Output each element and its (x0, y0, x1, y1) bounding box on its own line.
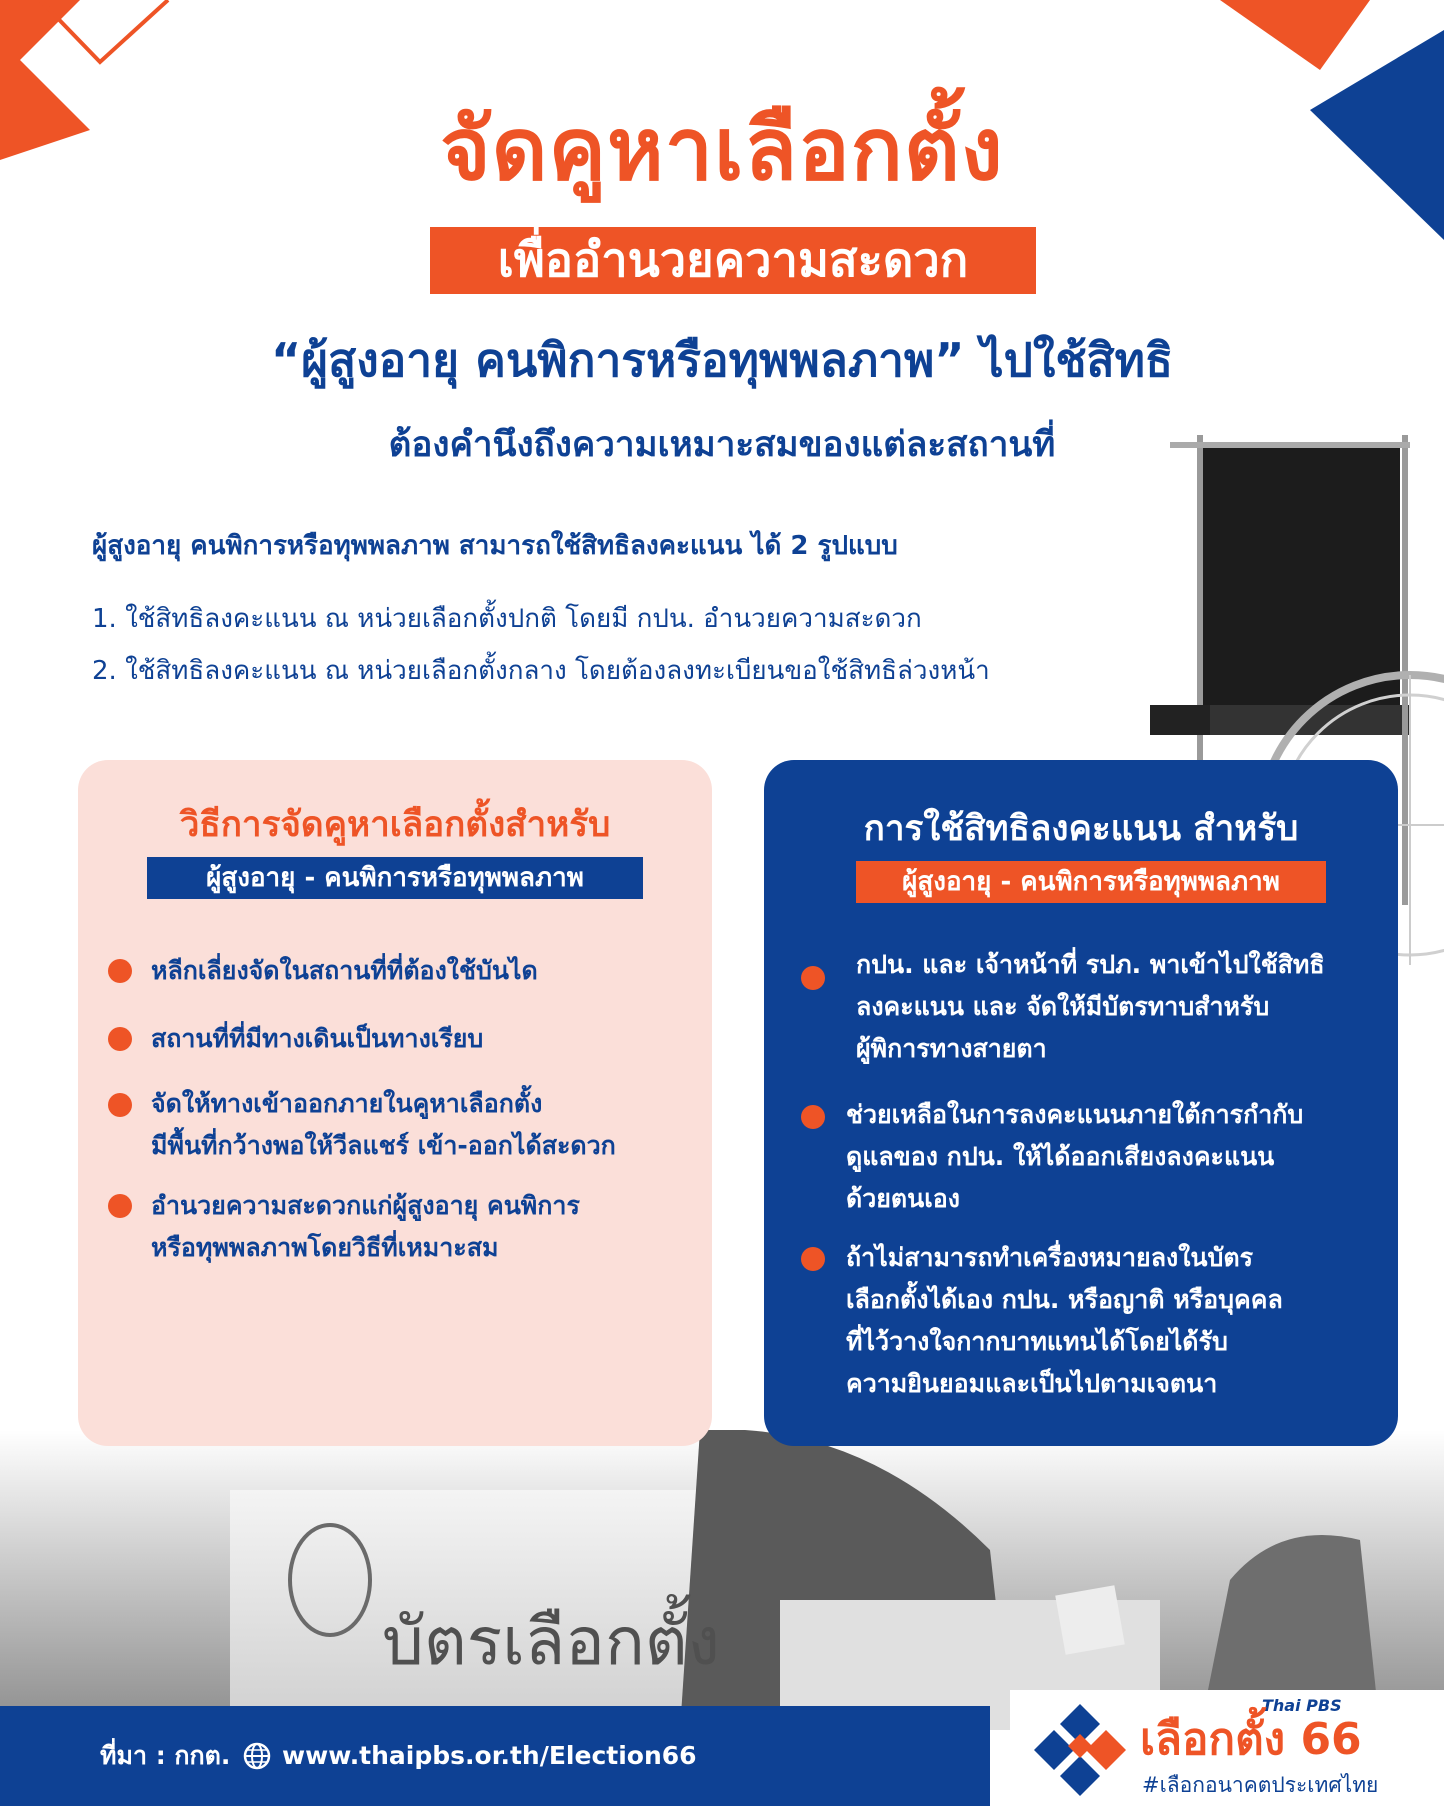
left-card (78, 760, 712, 1446)
headline-quote: “ผู้สูงอายุ คนพิการหรือทุพพลภาพ” ไปใช้สิทธิ (270, 333, 1174, 387)
bullet-icon (108, 1194, 132, 1218)
bullet-icon (801, 966, 825, 990)
headline-subtitle: ต้องคำนึงถึงความเหมาะสมของแต่ละสถานที่ (388, 425, 1056, 465)
title-banner: เพื่ออำนวยความสะดวก (430, 227, 1036, 294)
bullet-icon (801, 1105, 825, 1129)
election-logo-icon (1030, 1700, 1130, 1800)
intro-item-2: 2. ใช้สิทธิลงคะแนน ณ หน่วยเลือกตั้งกลาง โดยต้องลงทะเบียนขอใช้สิทธิล่วงหน้า (92, 656, 990, 686)
right-card-title: การใช้สิทธิลงคะแนน สำหรับ (863, 809, 1299, 849)
bullet-icon (108, 959, 132, 983)
left-bullet-3: จัดให้ทางเข้าออกภายในคูหาเลือกตั้ง มีพื้นที่กว้างพอให้วีลแชร์ เข้า-ออกได้สะดวก (151, 1089, 616, 1160)
bullet-icon (801, 1247, 825, 1271)
right-bullet-2: ช่วยเหลือในการลงคะแนนภายใต้การกำกับ ดูแลของ กปน. ให้ได้ออกเสียงลงคะแนน ด้วยตนเอง (846, 1100, 1304, 1213)
right-bullet-3: ถ้าไม่สามารถทำเครื่องหมายลงในบัตร เลือกตั้งได้เอง กปน. หรือญาติ หรือบุคคล ที่ไว้วางใจกากบาทแทนได้โดยได้รับ ความยินยอมและเป็นไปตามเจตนา (846, 1243, 1283, 1398)
brand-hashtag: #เลือกอนาคตประเทศไทย (1142, 1773, 1379, 1797)
source-label: ที่มา : กกต. (100, 1741, 231, 1770)
right-card-tag: ผู้สูงอายุ - คนพิการหรือทุพพลภาพ (856, 861, 1326, 903)
brand-main: เลือกตั้ง 66 (1140, 1714, 1362, 1765)
ballot-card-text: บัตรเลือกตั้ง (382, 1603, 720, 1680)
website-link[interactable]: www.thaipbs.or.th/Election66 (282, 1741, 697, 1770)
right-bullet-1: กปน. และ เจ้าหน้าที่ รปภ. พาเข้าไปใช้สิทธิ ลงคะแนน และ จัดให้มีบัตรทาบสำหรับ ผู้พิการทางสายตา (856, 950, 1325, 1063)
right-card (764, 760, 1398, 1446)
left-card-tag: ผู้สูงอายุ - คนพิการหรือทุพพลภาพ (147, 857, 643, 899)
ballot-photo (0, 1430, 1444, 1730)
left-card-title: วิธีการจัดคูหาเลือกตั้งสำหรับ (179, 805, 611, 845)
intro-item-1: 1. ใช้สิทธิลงคะแนน ณ หน่วยเลือกตั้งปกติ โดยมี กปน. อำนวยความสะดวก (92, 604, 922, 634)
bullet-icon (108, 1093, 132, 1117)
left-bullet-1: หลีกเลี่ยงจัดในสถานที่ที่ต้องใช้บันได (151, 956, 538, 985)
globe-icon (243, 1742, 271, 1770)
brand-small: Thai PBS (1262, 1696, 1342, 1715)
left-bullet-2: สถานที่ที่มีทางเดินเป็นทางเรียบ (151, 1024, 484, 1053)
bullet-icon (108, 1027, 132, 1051)
intro-heading: ผู้สูงอายุ คนพิการหรือทุพพลภาพ สามารถใช้สิทธิลงคะแนน ได้ 2 รูปแบบ (92, 531, 898, 561)
left-bullet-4: อำนวยความสะดวกแก่ผู้สูงอายุ คนพิการ หรือทุพพลภาพโดยวิธีที่เหมาะสม (151, 1191, 580, 1262)
page-title: จัดคูหาเลือกตั้ง (440, 100, 1004, 200)
